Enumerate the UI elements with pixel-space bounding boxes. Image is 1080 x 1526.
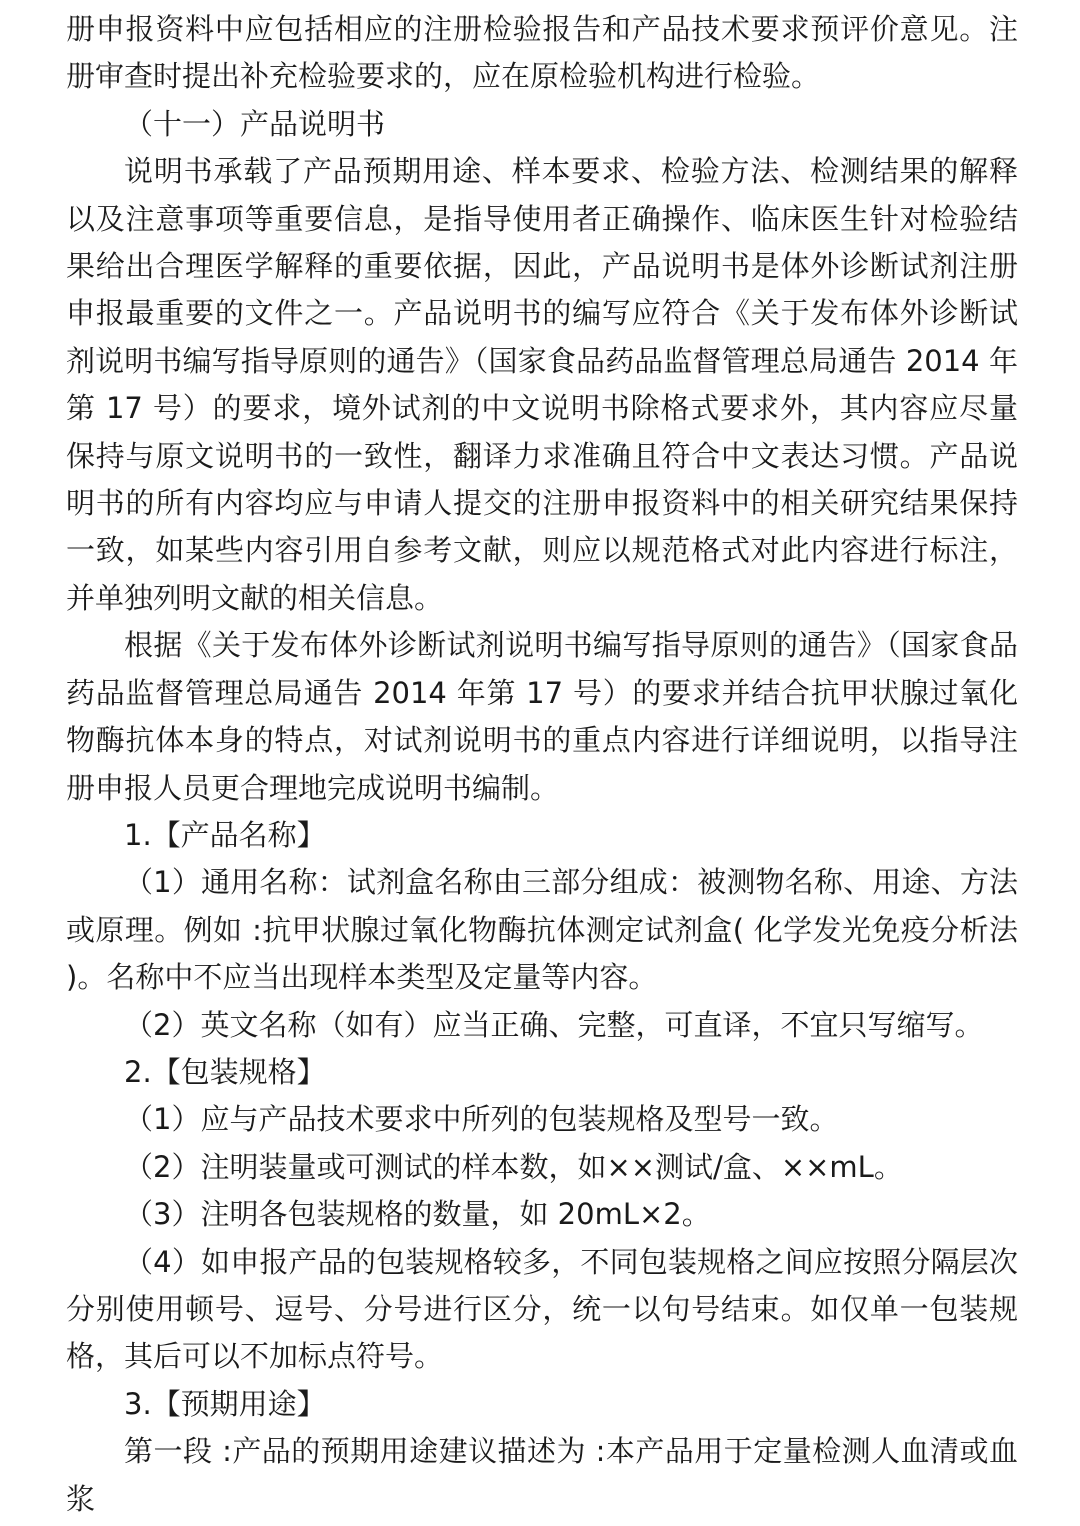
subheading-intended-use: 3.【预期用途】 <box>124 1386 326 1421</box>
paragraph-package-item-2: （2）注明装量或可测试的样本数，如××测试/盒、××mL。 <box>124 1149 903 1184</box>
paragraph-intended-use-first: 第一段 :产品的预期用途建议描述为 :本产品用于定量检测人血清或血浆 <box>66 1434 1018 1516</box>
paragraph-manual-guidance: 根据《关于发布体外诊断试剂说明书编写指导原则的通告》（国家食品药品监督管理总局通告 2014 年第 17 号）的要求并结合抗甲状腺过氧化物酶抗体本身的特点，对试剂说明书的重点内容进行详细说明，以指导注册申报人员更合理地完成说明书编制。 <box>66 628 1018 805</box>
paragraph-generic-name: （1）通用名称：试剂盒名称由三部分组成：被测物名称、用途、方法或原理。例如 :抗甲状腺过氧化物酶抗体测定试剂盒( 化学发光免疫分析法 )。名称中不应当出现样本类型及定量等内容。 <box>66 865 1018 995</box>
paragraph-package-item-1: （1）应与产品技术要求中所列的包装规格及型号一致。 <box>124 1102 839 1137</box>
paragraph-package-item-3: （3）注明各包装规格的数量，如 20mL×2。 <box>124 1197 711 1232</box>
document-page <box>66 6 1018 1523</box>
subheading-product-name: 1.【产品名称】 <box>124 817 326 852</box>
subheading-package-spec: 2.【包装规格】 <box>124 1054 326 1089</box>
paragraph-english-name: （2）英文名称（如有）应当正确、完整，可直译，不宜只写缩写。 <box>124 1007 984 1042</box>
paragraph-continuation: 册申报资料中应包括相应的注册检验报告和产品技术要求预评价意见。注册审查时提出补充检验要求的，应在原检验机构进行检验。 <box>66 12 1018 94</box>
paragraph-manual-overview: 说明书承载了产品预期用途、样本要求、检验方法、检测结果的解释以及注意事项等重要信息，是指导使用者正确操作、临床医生针对检验结果给出合理医学解释的重要依据，因此，产品说明书是体外诊断试剂注册申报最重要的文件之一。产品说明书的编写应符合《关于发布体外诊断试剂说明书编写指导原则的通告》（国家食品药品监督管理总局通告 2014 年第 17 号）的要求，境外试剂的中文说明书除格式要求外，其内容应尽量保持与原文说明书的一致性，翻译力求准确且符合中文表达习惯。产品说明书的所有内容均应与申请人提交的注册申报资料中的相关研究结果保持一致，如某些内容引用自参考文献，则应以规范格式对此内容进行标注，并单独列明文献的相关信息。 <box>66 154 1018 615</box>
section-heading-product-manual: （十一）产品说明书 <box>124 106 386 141</box>
paragraph-package-item-4: （4）如申报产品的包装规格较多，不同包装规格之间应按照分隔层次分别使用顿号、逗号、分号进行区分，统一以句号结束。如仅单一包装规格，其后可以不加标点符号。 <box>66 1244 1018 1374</box>
